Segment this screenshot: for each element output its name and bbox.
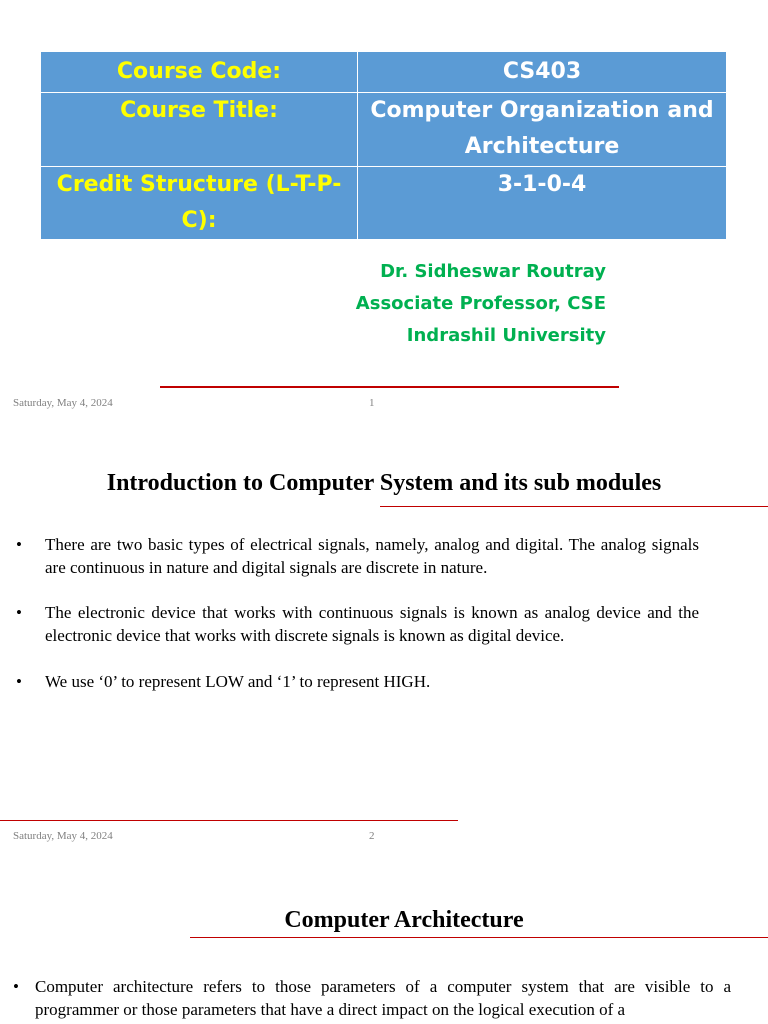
slide3-title-underline	[190, 937, 768, 938]
slide2-title: Introduction to Computer System and its sub modules	[106, 470, 662, 496]
bullet-icon: •	[13, 977, 19, 996]
credit-structure-value: 3-1-0-4	[358, 167, 727, 240]
slide1-page-number: 1	[369, 397, 375, 409]
slide2-footer-date: Saturday, May 4, 2024	[13, 830, 113, 842]
slide3-title: Computer Architecture	[284, 907, 524, 933]
slide1-footer-date: Saturday, May 4, 2024	[13, 397, 113, 409]
author-position: Associate Professor, CSE	[355, 293, 606, 314]
slide3-bullet-list	[13, 975, 731, 1021]
author-institution: Indrashil University	[406, 325, 606, 346]
bullet-icon: •	[16, 672, 22, 691]
credit-structure-row	[41, 167, 727, 240]
list-item	[16, 601, 699, 647]
course-code-label: Course Code:	[41, 52, 358, 93]
bullet-text: The electronic device that works with continuous signals is known as analog device and the electronic device that works with discrete signals is known as digital device.	[45, 603, 699, 645]
bullet-text: We use ‘0’ to represent LOW and ‘1’ to represent HIGH.	[45, 672, 431, 691]
bullet-text: Computer architecture refers to those parameters of a computer system that are visible to a programmer or those parameters that have a direct impact on the logical execution of a	[35, 977, 731, 1019]
course-code-value: CS403	[358, 52, 727, 93]
list-item	[16, 533, 699, 579]
course-title-label: Course Title:	[41, 93, 358, 167]
course-title-row	[41, 93, 727, 167]
bullet-icon: •	[16, 603, 22, 622]
course-code-row	[41, 52, 727, 93]
course-title-value: Computer Organization and Architecture	[358, 93, 727, 167]
slide2-title-underline	[380, 506, 768, 507]
list-item	[16, 670, 699, 693]
bullet-icon: •	[16, 535, 22, 554]
slide2-divider	[0, 820, 458, 821]
course-info-table	[40, 51, 727, 240]
list-item	[13, 975, 731, 1021]
bullet-text: There are two basic types of electrical signals, namely, analog and digital. The analog signals are continuous in nature and digital signals are discrete in nature.	[45, 535, 699, 577]
slide1-divider	[160, 386, 619, 388]
credit-structure-label: Credit Structure (L-T-P-C):	[41, 167, 358, 240]
slide2-bullet-list	[16, 533, 699, 693]
slide2-page-number: 2	[369, 830, 375, 842]
author-name: Dr. Sidheswar Routray	[380, 261, 606, 282]
